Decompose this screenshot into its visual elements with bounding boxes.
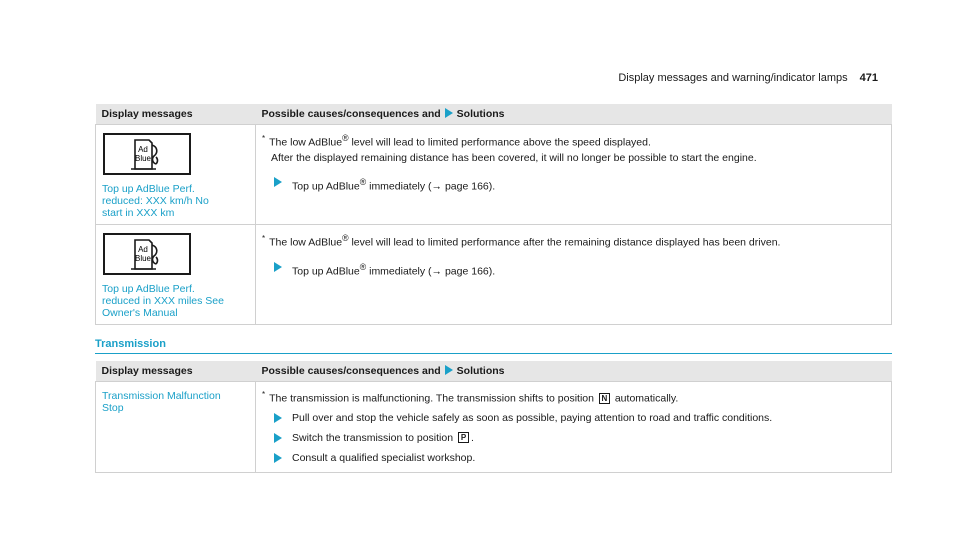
page-number: 471 bbox=[859, 72, 878, 84]
causes-cell bbox=[256, 225, 892, 325]
table-row bbox=[96, 382, 892, 473]
table-row bbox=[96, 125, 892, 225]
step-arrow-icon bbox=[274, 453, 282, 463]
solution-step: Pull over and stop the vehicle safely as soon as possible, paying attention to road and traffic conditions. bbox=[274, 411, 885, 425]
causes-cell bbox=[256, 382, 892, 473]
display-message-cell bbox=[96, 225, 256, 325]
header-causes-solutions: Possible causes/consequences and Solutions bbox=[256, 104, 892, 125]
adblue-messages-table bbox=[95, 104, 892, 325]
display-message-cell bbox=[96, 382, 256, 473]
solution-step: Top up AdBlue® immediately (→ page 166). bbox=[274, 260, 885, 279]
cause-text: * The transmission is malfunctioning. The transmission shifts to position N automatically. bbox=[262, 390, 679, 405]
solution-step: Top up AdBlue® immediately (→ page 166). bbox=[274, 175, 885, 194]
section-title-transmission: Transmission bbox=[95, 338, 892, 354]
cause-text-2: After the displayed remaining distance has been covered, it will no longer be possible to start the engine. bbox=[271, 151, 757, 164]
cause-text: * The low AdBlue® level will lead to limited performance above the speed displayed. bbox=[262, 133, 651, 149]
solution-arrow-icon bbox=[445, 108, 453, 118]
svg-text:Blue: Blue bbox=[134, 254, 152, 263]
svg-text:Ad: Ad bbox=[138, 245, 148, 254]
solution-step: Switch the transmission to position P . bbox=[274, 431, 885, 445]
adblue-icon bbox=[103, 233, 191, 275]
header-display-messages: Display messages bbox=[96, 104, 256, 125]
causes-cell bbox=[256, 125, 892, 225]
display-message-text: Top up AdBlue Perf. reduced: XXX km/h No start in XXX km bbox=[102, 183, 209, 219]
svg-text:Ad: Ad bbox=[138, 145, 148, 154]
table-header-row bbox=[96, 361, 892, 382]
transmission-messages-table bbox=[95, 361, 892, 473]
page-header bbox=[618, 72, 878, 84]
gear-n-icon: N bbox=[599, 393, 610, 404]
header-display-messages: Display messages bbox=[96, 361, 256, 382]
solution-step: Consult a qualified specialist workshop. bbox=[274, 451, 885, 465]
gear-p-icon: P bbox=[458, 432, 469, 443]
display-message-text: Transmission Malfunction Stop bbox=[102, 390, 221, 414]
cause-text: * The low AdBlue® level will lead to limited performance after the remaining distance displayed has been driven. bbox=[262, 233, 781, 249]
svg-text:Blue: Blue bbox=[134, 154, 152, 163]
step-arrow-icon bbox=[274, 262, 282, 272]
header-title: Display messages and warning/indicator lamps bbox=[618, 72, 848, 84]
adblue-icon bbox=[103, 133, 191, 175]
header-causes-solutions: Possible causes/consequences and Solutions bbox=[256, 361, 892, 382]
solution-arrow-icon bbox=[445, 365, 453, 375]
table-row bbox=[96, 225, 892, 325]
display-message-cell bbox=[96, 125, 256, 225]
table-header-row bbox=[96, 104, 892, 125]
step-arrow-icon bbox=[274, 413, 282, 423]
display-message-text: Top up AdBlue Perf. reduced in XXX miles See Owner's Manual bbox=[102, 283, 224, 319]
step-arrow-icon bbox=[274, 433, 282, 443]
step-arrow-icon bbox=[274, 177, 282, 187]
